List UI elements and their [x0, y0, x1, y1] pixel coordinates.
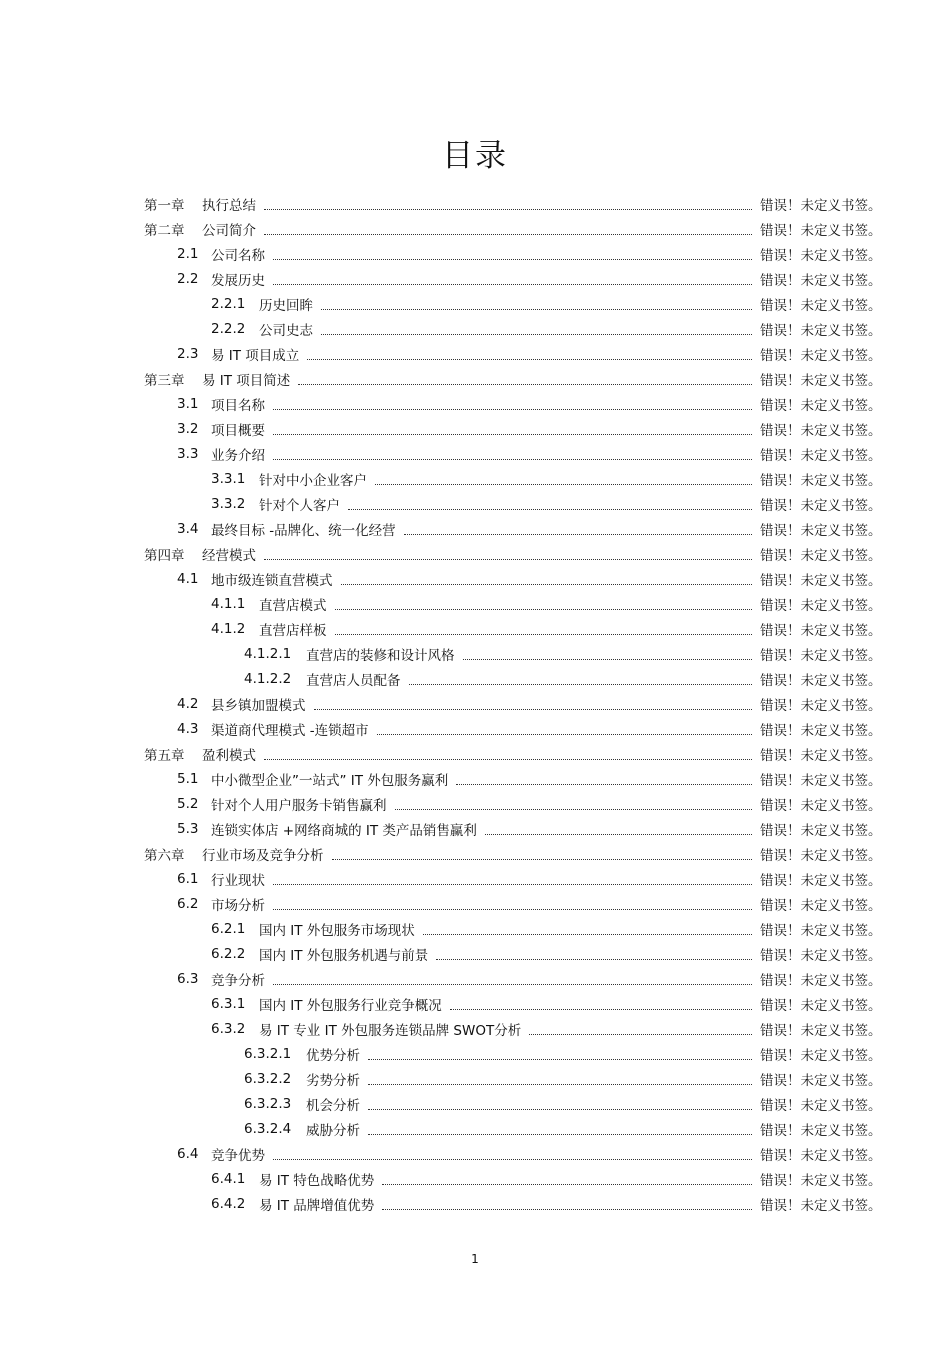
toc-entry-page-ref: 错误！未定义书签。 — [760, 697, 882, 714]
toc-dot-leader — [368, 1083, 752, 1085]
toc-entry-number: 第四章 — [144, 547, 185, 564]
toc-entry-title: 公司名称 — [211, 247, 265, 264]
toc-entry-page-ref: 错误！未定义书签。 — [760, 1172, 882, 1189]
toc-entry-title: 劣势分析 — [306, 1072, 360, 1089]
toc-dot-leader — [485, 833, 752, 835]
toc-dot-leader — [529, 1033, 752, 1035]
toc-dot-leader — [264, 558, 752, 560]
toc-entry[interactable] — [0, 1016, 950, 1041]
toc-entry-number: 4.1.1 — [211, 595, 246, 612]
toc-entry-title: 针对中小企业客户 — [259, 472, 367, 489]
toc-entry-number: 4.1 — [177, 570, 199, 587]
toc-dot-leader — [273, 283, 752, 285]
toc-entry[interactable] — [0, 1041, 950, 1066]
toc-entry[interactable] — [0, 916, 950, 941]
toc-entry[interactable] — [0, 191, 950, 216]
toc-entry[interactable] — [0, 766, 950, 791]
toc-dot-leader — [395, 808, 753, 810]
toc-entry[interactable] — [0, 366, 950, 391]
toc-entry-number: 5.2 — [177, 795, 199, 812]
toc-entry-title: 直营店模式 — [259, 597, 327, 614]
toc-entry-title: 项目概要 — [211, 422, 265, 439]
toc-entry-page-ref: 错误！未定义书签。 — [760, 372, 882, 389]
toc-entry[interactable] — [0, 1091, 950, 1116]
toc-entry[interactable] — [0, 316, 950, 341]
toc-entry-page-ref: 错误！未定义书签。 — [760, 947, 882, 964]
toc-dot-leader — [382, 1183, 752, 1185]
toc-entry-page-ref: 错误！未定义书签。 — [760, 822, 882, 839]
toc-entry-number: 6.3.2.1 — [244, 1045, 292, 1062]
toc-entry-title: 易 IT 专业 IT 外包服务连锁品牌 SWOT分析 — [259, 1022, 522, 1039]
toc-entry-number: 4.2 — [177, 695, 199, 712]
toc-dot-leader — [273, 408, 752, 410]
toc-entry-number: 6.2.2 — [211, 945, 246, 962]
toc-dot-leader — [298, 383, 752, 385]
toc-entry-title: 国内 IT 外包服务机遇与前景 — [259, 947, 429, 964]
toc-entry-page-ref: 错误！未定义书签。 — [760, 772, 882, 789]
toc-entry-number: 第五章 — [144, 747, 185, 764]
toc-entry-number: 3.4 — [177, 520, 199, 537]
toc-dot-leader — [341, 583, 753, 585]
toc-dot-leader — [273, 433, 752, 435]
toc-entry-page-ref: 错误！未定义书签。 — [760, 497, 882, 514]
toc-dot-leader — [273, 983, 752, 985]
toc-entry-number: 3.2 — [177, 420, 199, 437]
toc-dot-leader — [368, 1108, 752, 1110]
toc-entry-page-ref: 错误！未定义书签。 — [760, 222, 882, 239]
toc-entry-number: 6.1 — [177, 870, 199, 887]
toc-entry-page-ref: 错误！未定义书签。 — [760, 597, 882, 614]
toc-dot-leader — [348, 508, 752, 510]
toc-entry-page-ref: 错误！未定义书签。 — [760, 847, 882, 864]
toc-entry[interactable] — [0, 816, 950, 841]
toc-entry[interactable] — [0, 341, 950, 366]
toc-entry-title: 发展历史 — [211, 272, 265, 289]
toc-entry-title: 机会分析 — [306, 1097, 360, 1114]
toc-entry-title: 行业市场及竞争分析 — [202, 847, 324, 864]
toc-entry-page-ref: 错误！未定义书签。 — [760, 522, 882, 539]
toc-entry-page-ref: 错误！未定义书签。 — [760, 997, 882, 1014]
toc-entry[interactable] — [0, 1116, 950, 1141]
toc-dot-leader — [332, 858, 753, 860]
toc-entry-number: 4.1.2 — [211, 620, 246, 637]
toc-entry-title: 国内 IT 外包服务市场现状 — [259, 922, 415, 939]
toc-entry-number: 2.2 — [177, 270, 199, 287]
toc-entry-page-ref: 错误！未定义书签。 — [760, 972, 882, 989]
toc-entry[interactable] — [0, 841, 950, 866]
toc-entry-title: 竞争分析 — [211, 972, 265, 989]
toc-dot-leader — [335, 633, 753, 635]
toc-entry-page-ref: 错误！未定义书签。 — [760, 472, 882, 489]
toc-dot-leader — [264, 208, 752, 210]
toc-entry-page-ref: 错误！未定义书签。 — [760, 1047, 882, 1064]
toc-entry-title: 行业现状 — [211, 872, 265, 889]
toc-entry-page-ref: 错误！未定义书签。 — [760, 872, 882, 889]
toc-entry[interactable] — [0, 1141, 950, 1166]
toc-entry-number: 4.1.2.2 — [244, 670, 292, 687]
toc-entry-page-ref: 错误！未定义书签。 — [760, 572, 882, 589]
page-title: 目录 — [442, 138, 508, 174]
toc-entry-page-ref: 错误！未定义书签。 — [760, 347, 882, 364]
toc-entry-page-ref: 错误！未定义书签。 — [760, 1022, 882, 1039]
toc-entry[interactable] — [0, 991, 950, 1016]
toc-dot-leader — [314, 708, 753, 710]
toc-entry-number: 6.2.1 — [211, 920, 246, 937]
toc-entry-page-ref: 错误！未定义书签。 — [760, 1072, 882, 1089]
toc-entry-title: 执行总结 — [202, 197, 256, 214]
toc-dot-leader — [375, 483, 752, 485]
toc-dot-leader — [321, 308, 752, 310]
toc-entry-number: 3.3 — [177, 445, 199, 462]
toc-dot-leader — [450, 1008, 752, 1010]
toc-dot-leader — [436, 958, 752, 960]
toc-entry-title: 经营模式 — [202, 547, 256, 564]
toc-dot-leader — [368, 1058, 752, 1060]
toc-entry[interactable] — [0, 541, 950, 566]
toc-entry-title: 易 IT 品牌增值优势 — [259, 1197, 375, 1214]
toc-entry[interactable] — [0, 741, 950, 766]
toc-entry-number: 6.4 — [177, 1145, 199, 1162]
toc-entry[interactable] — [0, 891, 950, 916]
toc-entry[interactable] — [0, 1066, 950, 1091]
toc-entry-number: 5.3 — [177, 820, 199, 837]
toc-entry-number: 6.3.2.4 — [244, 1120, 292, 1137]
toc-entry[interactable] — [0, 516, 950, 541]
toc-entry[interactable] — [0, 566, 950, 591]
toc-entry-page-ref: 错误！未定义书签。 — [760, 1097, 882, 1114]
toc-entry[interactable] — [0, 466, 950, 491]
toc-entry-page-ref: 错误！未定义书签。 — [760, 422, 882, 439]
toc-entry-title: 易 IT 特色战略优势 — [259, 1172, 375, 1189]
toc-entry-title: 直营店样板 — [259, 622, 327, 639]
toc-entry-title: 国内 IT 外包服务行业竞争概况 — [259, 997, 442, 1014]
toc-entry-title: 历史回眸 — [259, 297, 313, 314]
toc-entry-title: 地市级连锁直营模式 — [211, 572, 333, 589]
toc-dot-leader — [307, 358, 752, 360]
toc-entry[interactable] — [0, 691, 950, 716]
toc-entry-page-ref: 错误！未定义书签。 — [760, 1147, 882, 1164]
toc-entry-title: 竞争优势 — [211, 1147, 265, 1164]
toc-entry[interactable] — [0, 591, 950, 616]
toc-entry-title: 渠道商代理模式 -连锁超市 — [211, 722, 369, 739]
toc-entry-number: 6.3.2.3 — [244, 1095, 292, 1112]
toc-entry-number: 2.2.2 — [211, 320, 246, 337]
toc-entry-number: 第三章 — [144, 372, 185, 389]
toc-entry-number: 6.3.2.2 — [244, 1070, 292, 1087]
toc-entry[interactable] — [0, 791, 950, 816]
toc-entry-page-ref: 错误！未定义书签。 — [760, 547, 882, 564]
toc-entry-page-ref: 错误！未定义书签。 — [760, 922, 882, 939]
toc-entry[interactable] — [0, 291, 950, 316]
toc-entry-title: 中小微型企业”一站式” IT 外包服务赢利 — [211, 772, 449, 789]
toc-entry-title: 直营店的装修和设计风格 — [306, 647, 455, 664]
toc-entry-number: 3.1 — [177, 395, 199, 412]
toc-entry-page-ref: 错误！未定义书签。 — [760, 897, 882, 914]
toc-entry-title: 市场分析 — [211, 897, 265, 914]
toc-entry-title: 易 IT 项目简述 — [202, 372, 291, 389]
toc-dot-leader — [382, 1208, 752, 1210]
toc-entry[interactable] — [0, 641, 950, 666]
toc-entry-page-ref: 错误！未定义书签。 — [760, 722, 882, 739]
toc-entry-page-ref: 错误！未定义书签。 — [760, 622, 882, 639]
toc-dot-leader — [423, 933, 752, 935]
toc-entry-title: 最终目标 -品牌化、统一化经营 — [211, 522, 396, 539]
toc-dot-leader — [273, 908, 752, 910]
toc-entry-number: 4.1.2.1 — [244, 645, 292, 662]
toc-dot-leader — [463, 658, 753, 660]
toc-entry-number: 6.4.2 — [211, 1195, 246, 1212]
toc-entry-page-ref: 错误！未定义书签。 — [760, 397, 882, 414]
table-of-contents — [0, 191, 950, 1216]
toc-entry[interactable] — [0, 1191, 950, 1216]
toc-entry-page-ref: 错误！未定义书签。 — [760, 447, 882, 464]
toc-entry-number: 6.2 — [177, 895, 199, 912]
toc-entry-title: 威胁分析 — [306, 1122, 360, 1139]
toc-dot-leader — [404, 533, 752, 535]
toc-entry[interactable] — [0, 216, 950, 241]
toc-entry-number: 第二章 — [144, 222, 185, 239]
toc-entry-number: 3.3.2 — [211, 495, 246, 512]
toc-entry[interactable] — [0, 416, 950, 441]
toc-dot-leader — [264, 233, 752, 235]
toc-entry-page-ref: 错误！未定义书签。 — [760, 672, 882, 689]
toc-entry-number: 2.1 — [177, 245, 199, 262]
toc-entry-title: 直营店人员配备 — [306, 672, 401, 689]
toc-dot-leader — [456, 783, 752, 785]
toc-entry-page-ref: 错误！未定义书签。 — [760, 322, 882, 339]
toc-entry-page-ref: 错误！未定义书签。 — [760, 1197, 882, 1214]
toc-entry-number: 6.3.2 — [211, 1020, 246, 1037]
toc-entry-number: 4.3 — [177, 720, 199, 737]
toc-entry-number: 6.4.1 — [211, 1170, 246, 1187]
toc-dot-leader — [273, 883, 752, 885]
toc-entry-page-ref: 错误！未定义书签。 — [760, 297, 882, 314]
toc-dot-leader — [264, 758, 752, 760]
toc-entry-page-ref: 错误！未定义书签。 — [760, 797, 882, 814]
toc-entry[interactable] — [0, 941, 950, 966]
toc-entry[interactable] — [0, 866, 950, 891]
toc-entry[interactable] — [0, 491, 950, 516]
toc-entry-title: 盈利模式 — [202, 747, 256, 764]
toc-entry[interactable] — [0, 1166, 950, 1191]
toc-entry-title: 连锁实体店 +网络商城的 IT 类产品销售赢利 — [211, 822, 477, 839]
toc-entry-page-ref: 错误！未定义书签。 — [760, 1122, 882, 1139]
toc-entry-page-ref: 错误！未定义书签。 — [760, 647, 882, 664]
toc-entry-title: 针对个人用户服务卡销售赢利 — [211, 797, 387, 814]
toc-entry[interactable] — [0, 241, 950, 266]
page-number: 1 — [471, 1252, 479, 1266]
toc-dot-leader — [273, 458, 752, 460]
toc-entry[interactable] — [0, 441, 950, 466]
toc-entry-number: 第六章 — [144, 847, 185, 864]
toc-entry-number: 2.2.1 — [211, 295, 246, 312]
toc-entry-title: 针对个人客户 — [259, 497, 340, 514]
toc-entry[interactable] — [0, 266, 950, 291]
toc-entry-page-ref: 错误！未定义书签。 — [760, 272, 882, 289]
toc-entry-title: 易 IT 项目成立 — [211, 347, 300, 364]
toc-entry-number: 6.3 — [177, 970, 199, 987]
toc-entry-number: 5.1 — [177, 770, 199, 787]
toc-dot-leader — [321, 333, 752, 335]
toc-entry-number: 第一章 — [144, 197, 185, 214]
toc-entry[interactable] — [0, 666, 950, 691]
toc-entry-page-ref: 错误！未定义书签。 — [760, 747, 882, 764]
toc-dot-leader — [335, 608, 753, 610]
toc-entry-number: 2.3 — [177, 345, 199, 362]
toc-entry-title: 公司史志 — [259, 322, 313, 339]
toc-dot-leader — [377, 733, 752, 735]
toc-dot-leader — [409, 683, 753, 685]
toc-entry-title: 公司简介 — [202, 222, 256, 239]
toc-entry-page-ref: 错误！未定义书签。 — [760, 197, 882, 214]
toc-entry-number: 6.3.1 — [211, 995, 246, 1012]
toc-entry-title: 县乡镇加盟模式 — [211, 697, 306, 714]
toc-entry[interactable] — [0, 716, 950, 741]
toc-entry-page-ref: 错误！未定义书签。 — [760, 247, 882, 264]
toc-entry-title: 优势分析 — [306, 1047, 360, 1064]
toc-entry-title: 项目名称 — [211, 397, 265, 414]
toc-dot-leader — [273, 1158, 752, 1160]
toc-entry[interactable] — [0, 616, 950, 641]
toc-entry[interactable] — [0, 966, 950, 991]
toc-entry[interactable] — [0, 391, 950, 416]
toc-entry-number: 3.3.1 — [211, 470, 246, 487]
toc-dot-leader — [273, 258, 752, 260]
toc-dot-leader — [368, 1133, 752, 1135]
toc-entry-title: 业务介绍 — [211, 447, 265, 464]
